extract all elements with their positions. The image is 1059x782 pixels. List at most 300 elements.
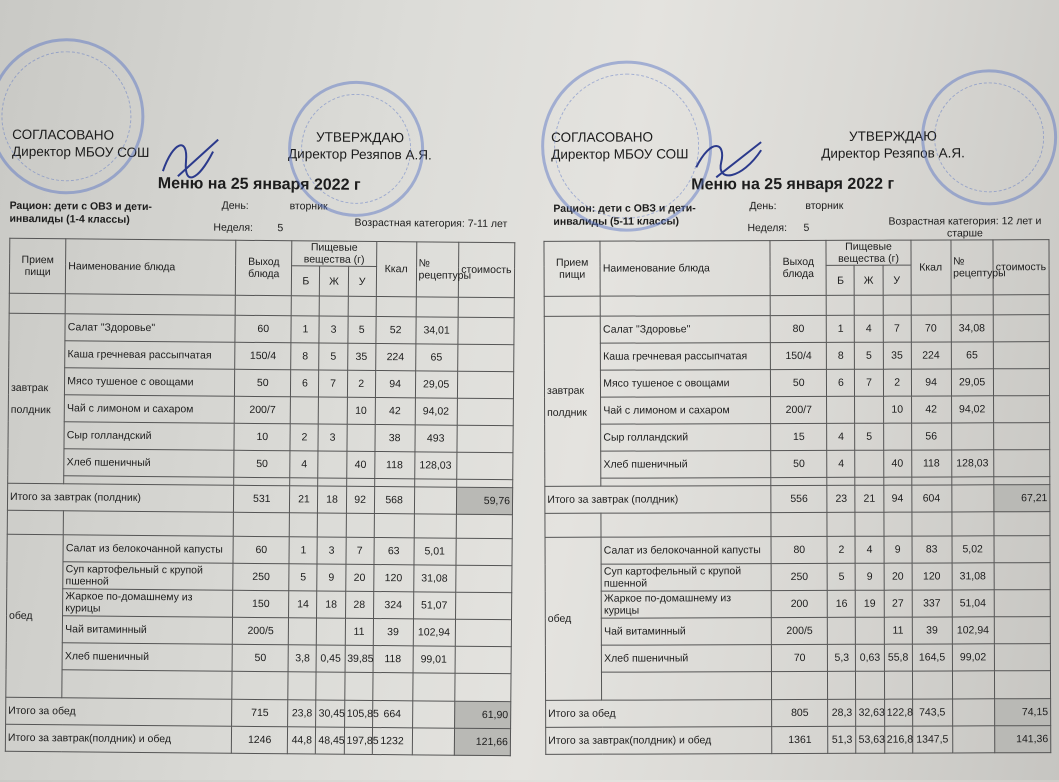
empty-cell xyxy=(883,477,911,485)
fat: 7 xyxy=(319,370,347,397)
section-breakfast-label: завтрак xyxy=(546,384,585,397)
empty-cell xyxy=(235,295,291,315)
empty-cell xyxy=(951,295,993,315)
empty-cell xyxy=(856,671,884,699)
total-row xyxy=(546,726,1051,755)
dish-name: Хлеб пшеничный xyxy=(602,645,772,673)
empty-cell xyxy=(456,514,513,538)
approval-heading: СОГЛАСОВАНО xyxy=(551,129,653,145)
total-cost: 141,36 xyxy=(994,726,1050,753)
header-zh: Ж xyxy=(320,266,348,296)
week-label: Неделя: xyxy=(747,222,788,235)
total-protein: 51,3 xyxy=(828,726,856,753)
recipe-number: 65 xyxy=(415,344,457,371)
total-label: Итого за завтрак(полдник) и обед xyxy=(5,724,231,753)
total-fat: 30,45 xyxy=(316,700,344,727)
kcal: 38 xyxy=(375,424,415,451)
recipe-number: 51,07 xyxy=(413,592,455,619)
empty-cell xyxy=(827,512,855,536)
carbs xyxy=(883,423,911,450)
carbs: 7 xyxy=(883,315,911,342)
fat: 5 xyxy=(855,342,883,369)
carbs: 2 xyxy=(347,370,375,397)
menu-table xyxy=(5,238,515,756)
dish-name: Чай с лимоном и сахаром xyxy=(601,397,771,425)
protein: 5,3 xyxy=(828,644,856,671)
confirmation-heading: УТВЕРЖДАЮ xyxy=(316,129,405,146)
total-cost: 61,90 xyxy=(454,701,511,728)
empty-cell xyxy=(290,478,318,486)
empty-cell xyxy=(374,513,414,537)
header-recipe: № рецептуры xyxy=(950,240,992,295)
header-dish: Наименование блюда xyxy=(600,241,770,297)
empty-cell xyxy=(994,671,1050,699)
total-protein: 23,8 xyxy=(288,700,316,727)
fat: 0,45 xyxy=(316,645,344,672)
menu-table xyxy=(543,239,1051,755)
carbs: 11 xyxy=(884,617,912,644)
school-seal-stamp xyxy=(0,38,145,195)
total-kcal: 743,5 xyxy=(912,699,952,726)
kcal: 224 xyxy=(911,342,951,369)
protein xyxy=(291,397,319,424)
menu-title: Меню на 25 января 2022 г xyxy=(691,175,895,194)
empty-cell xyxy=(458,297,514,317)
empty-cell xyxy=(827,295,855,315)
kcal: 52 xyxy=(376,316,416,343)
empty-cell xyxy=(994,512,1050,536)
recipe-number: 102,94 xyxy=(952,617,994,644)
fat: 4 xyxy=(855,536,883,563)
total-row xyxy=(545,485,1050,514)
empty-cell xyxy=(993,295,1049,315)
total-carbs: 122,8 xyxy=(884,699,912,726)
empty-row xyxy=(545,512,1050,538)
cost xyxy=(456,452,513,479)
kcal: 63 xyxy=(374,537,414,564)
protein: 4 xyxy=(290,451,318,478)
yield: 150/4 xyxy=(770,342,826,369)
kcal: 42 xyxy=(375,397,415,424)
recipe-number: 65 xyxy=(951,342,993,369)
empty-cell xyxy=(855,295,883,315)
dish-row xyxy=(545,396,1050,425)
dish-row xyxy=(545,536,1050,565)
cost xyxy=(457,371,514,398)
total-fat: 32,63 xyxy=(856,699,884,726)
empty-cell xyxy=(601,513,771,538)
confirmation-block xyxy=(821,127,965,162)
section-lunch: обед xyxy=(6,534,64,697)
empty-cell xyxy=(318,513,346,537)
total-kcal: 1232 xyxy=(372,727,412,754)
empty-cell xyxy=(346,513,374,537)
empty-cell xyxy=(545,513,601,537)
spacer-row xyxy=(545,671,1050,701)
cost xyxy=(994,563,1050,590)
yield: 200/5 xyxy=(232,617,288,644)
dish-row xyxy=(544,342,1049,371)
carbs: 10 xyxy=(883,396,911,423)
confirmation-signer: Директор Резяпов А.Я. xyxy=(821,145,965,161)
protein: 1 xyxy=(289,537,317,564)
confirmation-heading: УТВЕРЖДАЮ xyxy=(848,128,937,144)
dish-name: Хлеб пшеничный xyxy=(62,643,232,671)
kcal: 120 xyxy=(373,564,413,591)
age-value: 7-11 лет xyxy=(467,217,508,231)
confirmation-block xyxy=(288,128,432,163)
kcal: 94 xyxy=(911,369,951,396)
empty-cell xyxy=(412,673,454,701)
recipe-number: 99,01 xyxy=(413,646,455,673)
empty-cell xyxy=(993,477,1049,485)
cost xyxy=(994,536,1050,563)
dish-row xyxy=(545,450,1050,479)
recipe-number: 94,02 xyxy=(415,398,457,425)
dish-row xyxy=(545,423,1050,452)
empty-cell xyxy=(9,293,65,313)
dish-row xyxy=(545,617,1050,646)
empty-cell xyxy=(414,514,456,538)
dish-name: Сыр голландский xyxy=(601,424,771,452)
cost xyxy=(994,617,1050,644)
fat xyxy=(855,450,883,477)
recipe-number: 34,08 xyxy=(951,315,993,342)
recipe-number: 128,03 xyxy=(414,452,456,479)
empty-cell xyxy=(288,672,316,700)
carbs: 35 xyxy=(347,343,375,370)
dish-name: Суп картофельный с крупой пшенной xyxy=(63,562,233,590)
dish-name: Жаркое по-домашнему из курицы xyxy=(601,591,771,619)
cost xyxy=(993,396,1049,423)
total-yield: 715 xyxy=(232,699,288,726)
kcal: 70 xyxy=(911,315,951,342)
total-kcal: 568 xyxy=(374,486,414,513)
protein xyxy=(828,617,856,644)
kcal: 94 xyxy=(375,370,415,397)
total-recipe-number xyxy=(414,487,456,514)
total-cost: 67,21 xyxy=(994,485,1050,512)
total-recipe-number xyxy=(951,485,993,512)
empty-cell xyxy=(344,672,372,700)
empty-cell xyxy=(951,477,993,485)
recipe-number: 128,03 xyxy=(951,450,993,477)
yield: 200 xyxy=(771,590,827,617)
empty-cell xyxy=(232,671,288,699)
yield: 150 xyxy=(233,590,289,617)
dish-name: Салат из белокочанной капусты xyxy=(63,535,233,563)
header-u: У xyxy=(883,265,911,295)
recipe-number: 34,01 xyxy=(415,317,457,344)
kcal: 324 xyxy=(373,591,413,618)
header-u: У xyxy=(348,266,376,296)
empty-cell xyxy=(316,672,344,700)
day-label: День: xyxy=(749,200,777,213)
empty-cell xyxy=(372,672,412,700)
yield: 60 xyxy=(235,315,291,342)
yield: 250 xyxy=(771,563,827,590)
empty-cell xyxy=(951,512,993,536)
protein: 4 xyxy=(827,450,855,477)
total-fat: 48,45 xyxy=(316,727,344,754)
cost xyxy=(458,317,515,344)
fat: 3 xyxy=(317,537,345,564)
recipe-number: 493 xyxy=(414,425,456,452)
day-value: вторник xyxy=(289,200,328,213)
dish-name: Жаркое по-домашнему из курицы xyxy=(63,589,233,617)
total-label: Итого за завтрак(полдник) и обед xyxy=(546,727,772,755)
yield: 10 xyxy=(234,423,290,450)
empty-cell xyxy=(291,296,319,316)
approval-signer: Директор МБОУ СОШ xyxy=(12,143,150,161)
recipe-number: 31,08 xyxy=(413,565,455,592)
dish-name: Хлеб пшеничный xyxy=(601,451,771,479)
total-carbs: 216,8 xyxy=(884,726,912,753)
empty-cell xyxy=(233,512,289,536)
carbs: 9 xyxy=(884,536,912,563)
empty-cell xyxy=(62,670,232,699)
cost xyxy=(993,450,1049,477)
header-dish: Наименование блюда xyxy=(66,239,236,295)
empty-cell xyxy=(544,296,600,316)
dish-name: Каша гречневая рассыпчатая xyxy=(65,341,235,369)
total-fat: 18 xyxy=(318,486,346,513)
carbs: 20 xyxy=(345,564,373,591)
dish-name: Мясо тушеное с овощами xyxy=(601,370,771,398)
menu-sheet-right xyxy=(541,0,1054,781)
total-yield: 1361 xyxy=(772,726,828,753)
cost xyxy=(993,369,1049,396)
empty-cell xyxy=(855,477,883,485)
day-label: День: xyxy=(221,199,249,212)
fat: 9 xyxy=(317,564,345,591)
protein: 16 xyxy=(828,590,856,617)
kcal: 56 xyxy=(911,423,951,450)
yield: 60 xyxy=(233,536,289,563)
header-recipe: № рецептуры xyxy=(416,242,459,297)
dish-row xyxy=(545,644,1050,673)
recipe-number: 31,08 xyxy=(952,563,994,590)
protein xyxy=(289,618,317,645)
empty-cell xyxy=(911,295,951,315)
header-yield: Выход блюда xyxy=(235,240,292,295)
carbs: 40 xyxy=(883,450,911,477)
protein: 4 xyxy=(827,423,855,450)
menu-title: Меню на 25 января 2022 г xyxy=(157,175,361,194)
cost xyxy=(455,565,512,592)
week-value: 5 xyxy=(803,221,810,234)
total-fat: 53,63 xyxy=(856,726,884,753)
carbs: 27 xyxy=(884,590,912,617)
day-value: вторник xyxy=(805,199,844,212)
empty-cell xyxy=(7,510,63,534)
recipe-number: 5,01 xyxy=(413,538,455,565)
cost xyxy=(993,342,1049,369)
protein: 6 xyxy=(827,369,855,396)
fat: 3 xyxy=(318,424,346,451)
dish-row xyxy=(544,315,1049,344)
header-b: Б xyxy=(826,265,854,295)
total-recipe-number xyxy=(412,728,454,755)
header-cost: стоимость xyxy=(458,242,515,297)
dish-name: Каша гречневая рассыпчатая xyxy=(601,343,771,371)
cost xyxy=(993,423,1049,450)
empty-cell xyxy=(912,512,952,536)
recipe-number: 29,05 xyxy=(951,369,993,396)
kcal: 42 xyxy=(911,396,951,423)
dish-row xyxy=(545,590,1050,619)
ration-label: Рацион: дети с ОВЗ и дети-инвалиды (5-11 классы) xyxy=(553,202,696,228)
section-row xyxy=(544,295,1049,317)
age-label: Возрастная категория: xyxy=(888,215,999,228)
empty-cell xyxy=(454,673,511,701)
header-zh: Ж xyxy=(855,265,883,295)
recipe-number: 51,04 xyxy=(952,590,994,617)
kcal: 39 xyxy=(912,617,952,644)
menu-sheet-left xyxy=(3,0,520,782)
yield: 200/7 xyxy=(771,396,827,423)
spacer-row xyxy=(6,669,511,701)
kcal: 83 xyxy=(912,536,952,563)
empty-cell xyxy=(63,511,233,536)
empty-cell xyxy=(828,671,856,699)
protein: 6 xyxy=(291,370,319,397)
fat: 4 xyxy=(855,315,883,342)
approval-block xyxy=(12,126,150,161)
fat xyxy=(856,617,884,644)
dish-name: Чай с лимоном и сахаром xyxy=(64,395,234,423)
total-fat: 21 xyxy=(855,485,883,512)
empty-cell xyxy=(320,296,348,316)
empty-cell xyxy=(602,672,772,701)
table-header-row xyxy=(544,240,1049,267)
total-protein: 23 xyxy=(827,485,855,512)
age-category xyxy=(343,217,518,231)
yield: 80 xyxy=(770,315,826,342)
total-yield: 531 xyxy=(234,485,290,512)
cost xyxy=(993,315,1049,342)
cost xyxy=(994,644,1050,671)
cost xyxy=(456,538,513,565)
confirmation-signer: Директор Резяпов А.Я. xyxy=(287,146,432,163)
protein: 3,8 xyxy=(288,645,316,672)
header-b: Б xyxy=(292,266,320,296)
total-kcal: 664 xyxy=(372,700,412,727)
empty-cell xyxy=(952,671,994,699)
yield: 200/7 xyxy=(234,396,290,423)
dish-name: Сыр голландский xyxy=(64,422,234,450)
cost xyxy=(994,590,1050,617)
total-carbs: 105,85 xyxy=(344,700,372,727)
empty-cell xyxy=(884,671,912,699)
cost xyxy=(457,398,514,425)
carbs: 35 xyxy=(883,342,911,369)
cost xyxy=(457,425,514,452)
carbs: 11 xyxy=(345,618,373,645)
recipe-number: 29,05 xyxy=(415,371,457,398)
week-label: Неделя: xyxy=(213,221,254,234)
yield: 50 xyxy=(235,369,291,396)
total-kcal: 1347,5 xyxy=(912,726,952,753)
total-kcal: 604 xyxy=(912,485,952,512)
total-label: Итого за обед xyxy=(6,697,232,726)
fat xyxy=(319,397,347,424)
fat: 9 xyxy=(856,563,884,590)
protein: 1 xyxy=(827,315,855,342)
empty-cell xyxy=(827,477,855,485)
carbs: 20 xyxy=(884,563,912,590)
yield: 70 xyxy=(771,644,827,671)
empty-cell xyxy=(855,512,883,536)
header-kcal: Ккал xyxy=(911,240,951,295)
total-recipe-number xyxy=(412,701,454,728)
header-cost: стоимость xyxy=(993,240,1050,295)
total-cost: 59,76 xyxy=(456,487,513,514)
section-snack-label: полдник xyxy=(547,406,587,419)
fat: 5 xyxy=(319,343,347,370)
header-nutrients: Пищевые вещества (г) xyxy=(826,240,910,265)
recipe-number xyxy=(951,423,993,450)
fat: 3 xyxy=(319,316,347,343)
total-row xyxy=(5,724,510,755)
total-carbs: 92 xyxy=(346,486,374,513)
approval-signer: Директор МБОУ СОШ xyxy=(551,146,689,162)
recipe-number: 99,02 xyxy=(952,644,994,671)
total-protein: 44,8 xyxy=(288,727,316,754)
carbs: 10 xyxy=(347,397,375,424)
protein: 5 xyxy=(827,563,855,590)
carbs: 2 xyxy=(883,369,911,396)
dish-name: Хлеб пшеничный xyxy=(64,449,234,477)
protein: 1 xyxy=(291,316,319,343)
empty-cell xyxy=(65,294,235,315)
yield: 50 xyxy=(232,644,288,671)
carbs: 5 xyxy=(347,316,375,343)
fat: 7 xyxy=(855,369,883,396)
empty-cell xyxy=(771,477,827,485)
empty-cell xyxy=(911,477,951,485)
section-lunch: обед xyxy=(545,537,602,700)
empty-cell xyxy=(883,295,911,315)
yield: 50 xyxy=(234,450,290,477)
kcal: 118 xyxy=(911,450,951,477)
kcal: 224 xyxy=(375,343,415,370)
empty-cell xyxy=(771,512,827,536)
total-yield: 805 xyxy=(772,699,828,726)
protein xyxy=(827,396,855,423)
dish-name: Чай витаминный xyxy=(63,616,233,644)
carbs: 28 xyxy=(345,591,373,618)
kcal: 164,5 xyxy=(912,644,952,671)
empty-cell xyxy=(772,671,828,699)
dish-row xyxy=(545,563,1050,592)
total-label: Итого за завтрак (полдник) xyxy=(545,486,771,514)
empty-cell xyxy=(318,478,346,486)
empty-cell xyxy=(376,297,416,317)
total-row xyxy=(546,699,1051,728)
dish-name: Салат "Здоровье" xyxy=(65,314,235,342)
protein: 8 xyxy=(291,343,319,370)
fat: 5 xyxy=(855,423,883,450)
section-breakfast xyxy=(8,313,66,483)
cost xyxy=(455,646,512,673)
kcal: 118 xyxy=(373,645,413,672)
fat: 0,63 xyxy=(856,644,884,671)
header-meal: Прием пищи xyxy=(9,238,66,293)
section-breakfast-label: завтрак xyxy=(10,381,49,394)
approval-block xyxy=(551,128,688,162)
recipe-number: 102,94 xyxy=(413,619,455,646)
